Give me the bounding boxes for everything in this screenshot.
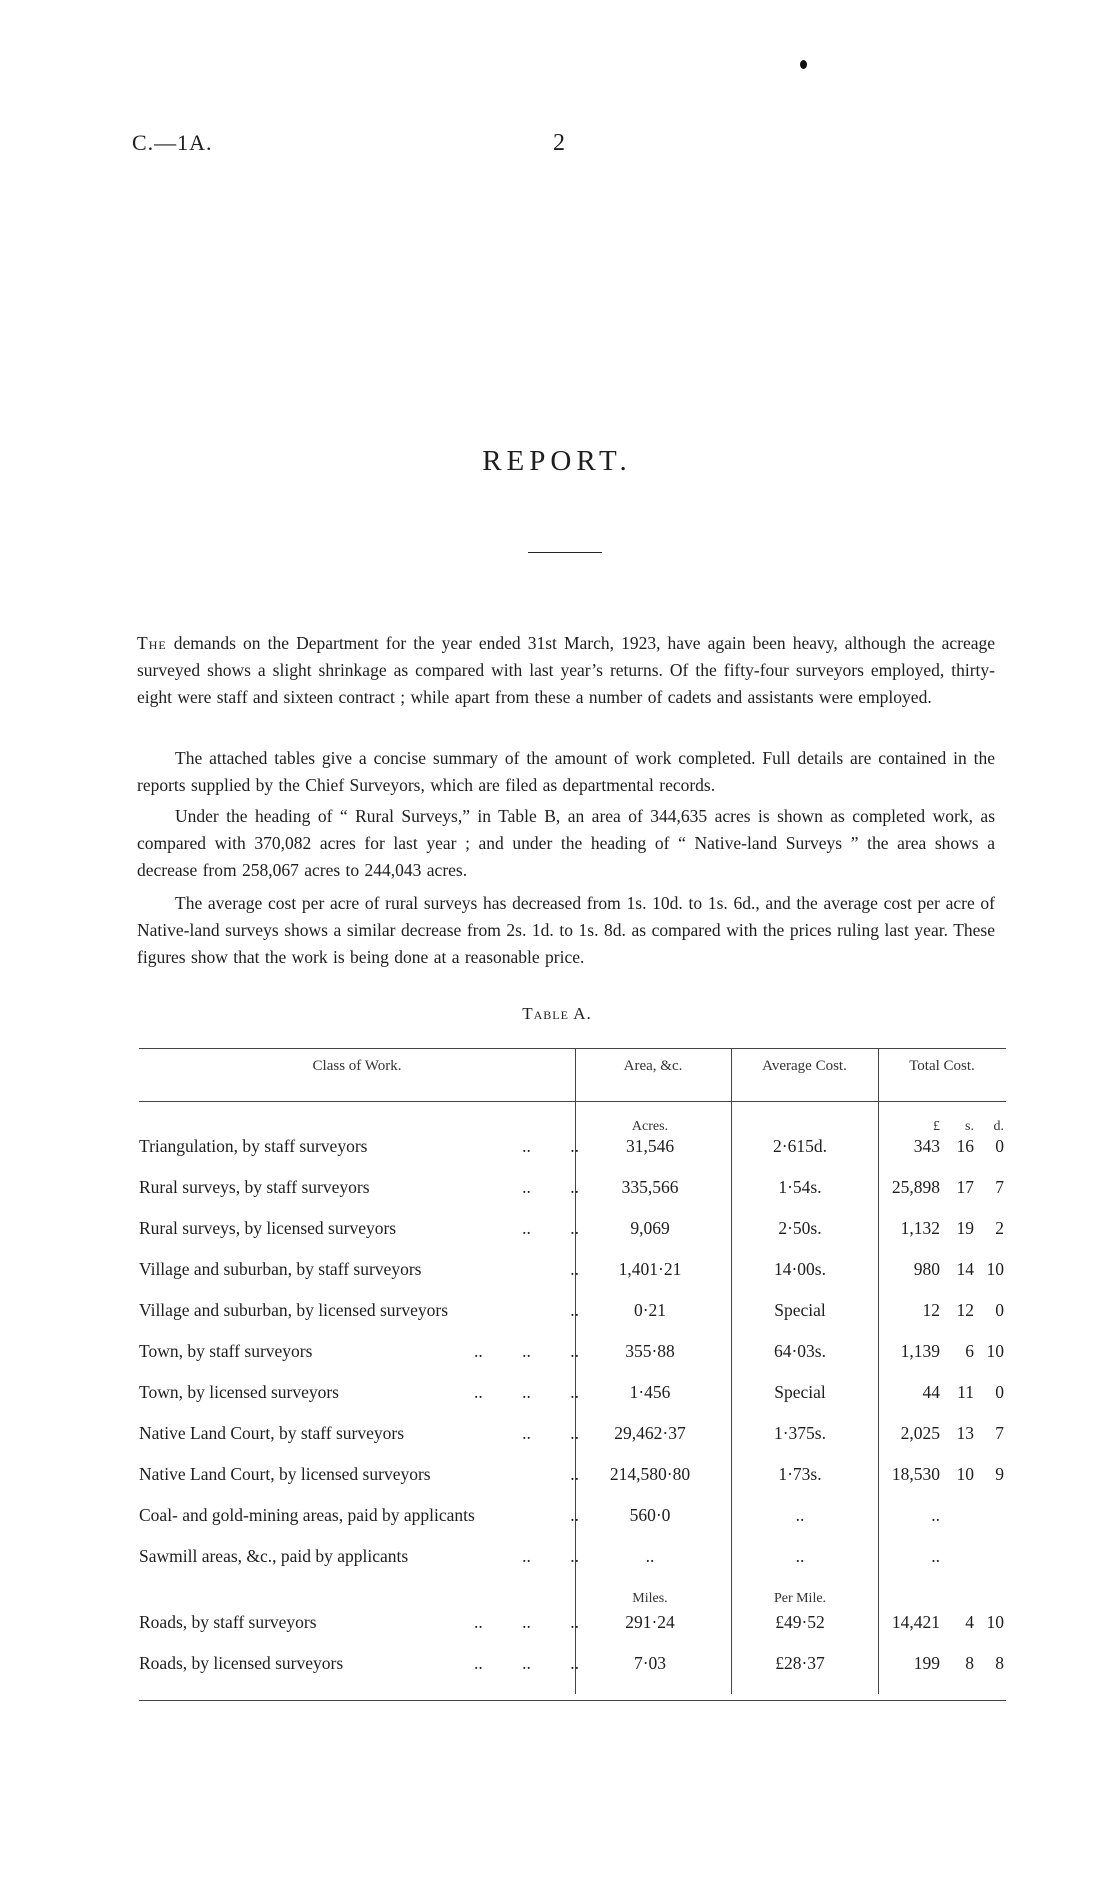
table-row: [0, 1382, 1114, 1412]
paragraph-2: The attached tables give a concise summary of the amount of work completed. Full details are contained in the reports supplied by the Chief Surveyors, which are filed as departmental records.: [137, 748, 995, 795]
row-total-pence: 2: [995, 1218, 1004, 1238]
row-total-pence: 7: [995, 1423, 1004, 1443]
row-label: Village and suburban, by licensed surveyors: [139, 1300, 449, 1320]
unit-miles: Miles.: [632, 1591, 668, 1606]
row-total-shillings: 12: [956, 1300, 974, 1320]
unit-pound: £: [933, 1119, 940, 1134]
row-total-pounds: 1,132: [900, 1218, 940, 1238]
table-row: [0, 1505, 1114, 1535]
row-label: Native Land Court, by licensed surveyors: [139, 1464, 431, 1484]
column-header-area: Area, &c.: [623, 1058, 683, 1074]
row-total-shillings: 14: [956, 1259, 974, 1279]
row-area: ..: [645, 1546, 655, 1566]
row-average-cost: £49·52: [775, 1612, 825, 1632]
row-dot-leader: .. ..: [522, 1546, 579, 1566]
paragraph-1: [137, 630, 995, 711]
table-title-letter: A.: [573, 1004, 592, 1023]
table-row: [0, 1300, 1114, 1330]
row-total-pence: 0: [995, 1136, 1004, 1156]
table-row: [0, 1464, 1114, 1494]
row-label: Rural surveys, by staff surveyors: [139, 1177, 370, 1197]
table-bottom-rule: [139, 1700, 1006, 1701]
row-label: Roads, by staff surveyors: [139, 1612, 317, 1632]
row-class-of-work: [139, 1382, 579, 1403]
row-total-pounds: 18,530: [891, 1464, 940, 1484]
row-label: Town, by staff surveyors: [139, 1341, 313, 1361]
table-title: [0, 1004, 1114, 1024]
title-divider: [528, 552, 602, 553]
row-total-pence: 7: [995, 1177, 1004, 1197]
table-top-rule: [139, 1048, 1006, 1049]
row-total-pence: 10: [986, 1259, 1004, 1279]
row-total-pence: 0: [995, 1382, 1004, 1402]
row-area: 31,546: [625, 1136, 675, 1156]
row-total-pounds: 14,421: [891, 1612, 940, 1632]
row-average-cost: 1·375s.: [773, 1423, 826, 1443]
row-average-cost: 14·00s.: [773, 1259, 826, 1279]
document-reference: C.—1A.: [132, 130, 213, 155]
row-total-shillings: 17: [956, 1177, 974, 1197]
paragraph-3: Under the heading of “ Rural Surveys,” in Table B, an area of 344,635 acres is shown as completed work, as compared with 370,082 acres for last year ; and under the heading of “ Native-land Surveys ” the area shows a decrease from 258,067 acres to 244,043 acres.: [137, 806, 995, 880]
row-total-pounds: 980: [913, 1259, 940, 1279]
row-total-shillings: 8: [965, 1653, 974, 1673]
row-class-of-work: [139, 1546, 579, 1567]
row-total-shillings: 11: [957, 1382, 974, 1402]
row-class-of-work: [139, 1612, 579, 1633]
row-average-cost: 2·615d.: [773, 1136, 827, 1156]
row-total-pounds: 2,025: [900, 1423, 940, 1443]
row-class-of-work: [139, 1136, 579, 1157]
row-area: 1·456: [629, 1382, 671, 1402]
row-average-cost: 64·03s.: [773, 1341, 826, 1361]
row-area: 214,580·80: [609, 1464, 691, 1484]
row-label: Roads, by licensed surveyors: [139, 1653, 344, 1673]
unit-acres: Acres.: [631, 1119, 669, 1134]
row-total-shillings: 16: [956, 1136, 974, 1156]
table-row: [0, 1218, 1114, 1248]
row-class-of-work: [139, 1259, 579, 1280]
row-average-cost: 1·54s.: [778, 1177, 822, 1197]
table-row: [0, 1546, 1114, 1576]
row-area: 1,401·21: [618, 1259, 682, 1279]
paragraph-1-lead: The: [137, 633, 167, 653]
table-row: [0, 1653, 1114, 1683]
row-total-pounds: 25,898: [891, 1177, 940, 1197]
ink-mark: [800, 60, 807, 69]
row-area: 335,566: [621, 1177, 679, 1197]
row-total-pence: 10: [986, 1341, 1004, 1361]
row-total-pounds: 199: [913, 1653, 940, 1673]
row-label: Native Land Court, by staff surveyors: [139, 1423, 405, 1443]
row-class-of-work: [139, 1300, 579, 1321]
row-dot-leader: .. ..: [522, 1136, 579, 1156]
row-class-of-work: [139, 1423, 579, 1444]
row-total-pounds: 1,139: [900, 1341, 940, 1361]
table-row: [0, 1612, 1114, 1642]
row-total-pence: 0: [995, 1300, 1004, 1320]
table-title-word: Table: [522, 1004, 569, 1023]
row-label: Rural surveys, by licensed surveyors: [139, 1218, 397, 1238]
row-dot-leader: .. .. ..: [474, 1382, 579, 1402]
row-total-shillings: 4: [965, 1612, 974, 1632]
row-average-cost: 1·73s.: [778, 1464, 822, 1484]
row-total-shillings: 10: [956, 1464, 974, 1484]
row-class-of-work: [139, 1653, 579, 1674]
row-class-of-work: [139, 1218, 579, 1239]
row-label: Town, by licensed surveyors: [139, 1382, 339, 1402]
row-area: 355·88: [625, 1341, 675, 1361]
row-dot-leader: ..: [570, 1464, 579, 1484]
row-dot-leader: .. .. ..: [474, 1612, 579, 1632]
column-header-class-of-work: Class of Work.: [312, 1058, 402, 1074]
table-header-rule: [139, 1101, 1006, 1102]
row-average-cost: ..: [795, 1505, 805, 1525]
row-class-of-work: [139, 1177, 579, 1198]
row-dot-leader: ..: [570, 1259, 579, 1279]
column-header-total-cost: Total Cost.: [909, 1058, 975, 1074]
row-area: 560·0: [629, 1505, 671, 1525]
table-row: [0, 1341, 1114, 1371]
row-total-shillings: 13: [956, 1423, 974, 1443]
row-total-pounds: ..: [931, 1546, 940, 1566]
unit-pence: d.: [993, 1119, 1004, 1134]
row-total-shillings: 6: [965, 1341, 974, 1361]
row-average-cost: ..: [795, 1546, 805, 1566]
row-dot-leader: ..: [570, 1300, 579, 1320]
row-label: Village and suburban, by staff surveyors: [139, 1259, 422, 1279]
paragraph-4: The average cost per acre of rural surveys has decreased from 1s. 10d. to 1s. 6d., and the average cost per acre of Native-land surveys shows a similar decrease from 2s. 1d. to 1s. 8d. as compared with the prices ruling last year. These figures show that the work is being done at a reasonable price.: [137, 893, 995, 967]
row-label: Triangulation, by staff surveyors: [139, 1136, 368, 1156]
row-total-pounds: 44: [922, 1382, 940, 1402]
row-dot-leader: .. ..: [522, 1177, 579, 1197]
row-total-pence: 10: [986, 1612, 1004, 1632]
table-row: [0, 1177, 1114, 1207]
row-total-pence: 9: [995, 1464, 1004, 1484]
row-average-cost: Special: [774, 1300, 826, 1320]
unit-shilling: s.: [965, 1119, 974, 1134]
row-area: 0·21: [633, 1300, 667, 1320]
row-average-cost: Special: [774, 1382, 826, 1402]
unit-per-mile: Per Mile.: [773, 1591, 827, 1606]
row-total-pounds: 343: [913, 1136, 940, 1156]
row-area: 7·03: [633, 1653, 667, 1673]
row-total-shillings: 19: [956, 1218, 974, 1238]
row-class-of-work: [139, 1505, 579, 1526]
row-class-of-work: [139, 1464, 579, 1485]
row-average-cost: 2·50s.: [778, 1218, 822, 1238]
row-total-pounds: ..: [931, 1505, 940, 1525]
report-title: REPORT.: [482, 445, 632, 477]
row-area: 9,069: [630, 1218, 670, 1238]
paragraph-1-text: demands on the Department for the year ended 31st March, 1923, have again been heavy, although the acreage surveyed shows a slight shrinkage as compared with last year’s returns. Of the fifty-four surveyors employed, thirty-eight were staff and sixteen contract ; while apart from these a number of cadets and assistants were employed.: [137, 633, 995, 707]
row-total-pounds: 12: [922, 1300, 940, 1320]
row-dot-leader: .. .. ..: [474, 1653, 579, 1673]
row-average-cost: £28·37: [775, 1653, 825, 1673]
row-dot-leader: .. .. ..: [474, 1341, 579, 1361]
row-label: Sawmill areas, &c., paid by applicants: [139, 1546, 409, 1566]
row-dot-leader: ..: [570, 1505, 579, 1525]
column-header-average-cost: Average Cost.: [762, 1058, 847, 1074]
table-row: [0, 1136, 1114, 1166]
row-dot-leader: .. ..: [522, 1423, 579, 1443]
row-class-of-work: [139, 1341, 579, 1362]
table-row: [0, 1423, 1114, 1453]
row-label: Coal- and gold-mining areas, paid by applicants: [139, 1505, 475, 1525]
page-number: 2: [553, 130, 565, 156]
row-area: 29,462·37: [614, 1423, 686, 1443]
row-area: 291·24: [625, 1612, 675, 1632]
table-row: [0, 1259, 1114, 1289]
row-dot-leader: .. ..: [522, 1218, 579, 1238]
row-total-pence: 8: [995, 1653, 1004, 1673]
